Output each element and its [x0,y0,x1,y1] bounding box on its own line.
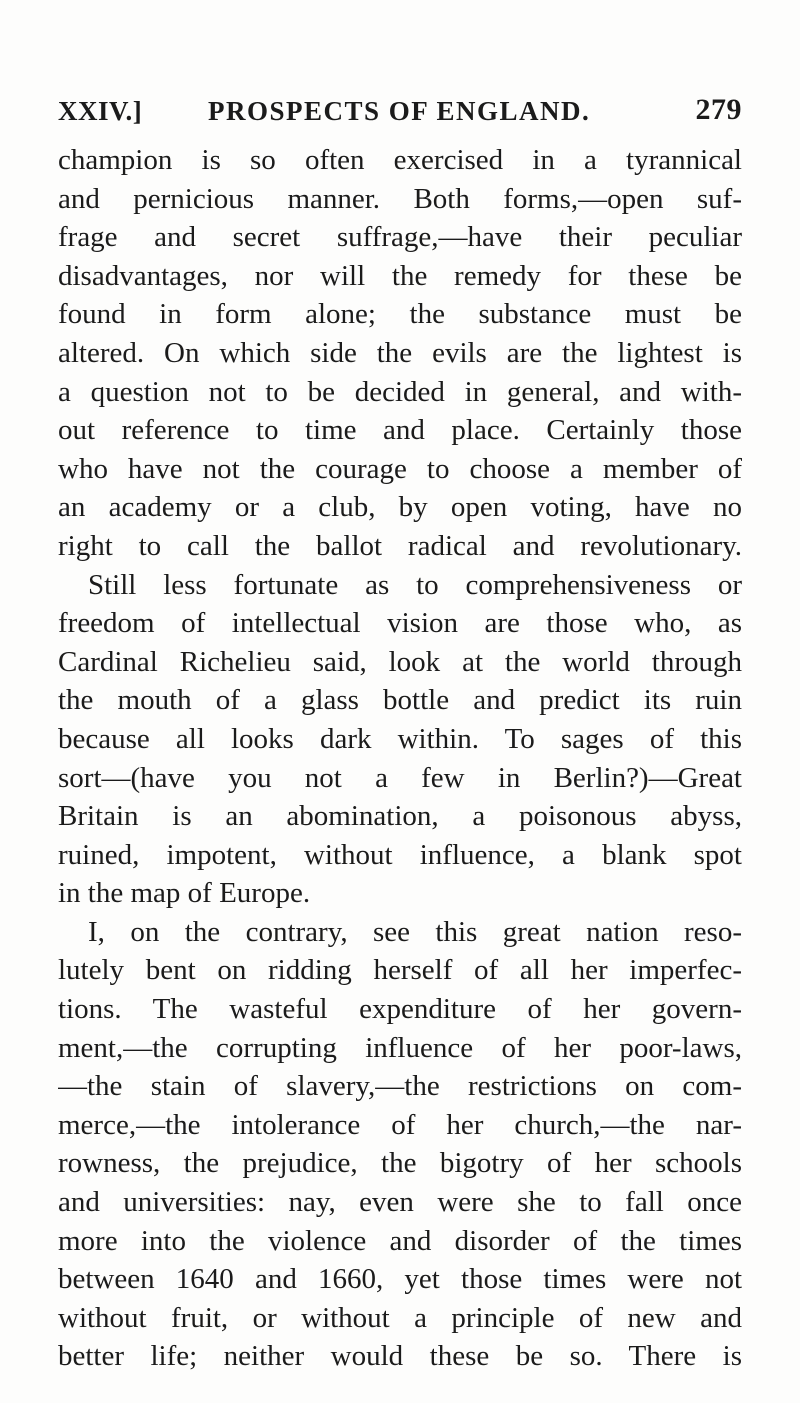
text-line: disadvantages, nor will the remedy for these be [58,259,742,292]
text-line: between 1640 and 1660, yet those times were not [58,1263,742,1296]
text-line: —the stain of slavery,—the restrictions on com- [58,1070,742,1103]
text-line: more into the violence and disorder of the times [58,1224,742,1257]
text-line: and universities: nay, even were she to fall once [58,1186,742,1219]
body-text [58,141,742,1376]
text-line: because all looks dark within. To sages of this [58,722,742,755]
text-line: without fruit, or without a principle of new and [58,1301,742,1334]
text-line: merce,—the intolerance of her church,—the nar- [58,1108,742,1141]
text-line: Cardinal Richelieu said, look at the world through [58,645,742,678]
paragraph-start-line: Still less fortunate as to comprehensiveness or [88,568,742,601]
text-line: out reference to time and place. Certainly those [58,414,742,447]
paragraph-start-line: I, on the contrary, see this great nation reso- [88,915,742,948]
text-line: a question not to be decided in general, and with- [58,375,742,408]
text-line: Britain is an abomination, a poisonous abyss, [58,800,742,833]
text-line: sort—(have you not a few in Berlin?)—Great [58,761,742,794]
text-line: champion is so often exercised in a tyrannical [58,144,742,176]
text-line: rowness, the prejudice, the bigotry of her schools [58,1147,742,1180]
text-line: ment,—the corrupting influence of her poor-laws, [58,1031,742,1064]
text-line: an academy or a club, by open voting, have no [58,491,742,524]
text-line: found in form alone; the substance must be [58,298,742,331]
text-line: frage and secret suffrage,—have their peculiar [58,221,742,254]
text-line: right to call the ballot radical and revolutionary. [58,529,742,562]
text-line: who have not the courage to choose a member of [58,452,742,485]
text-line: better life; neither would these be so. There is [58,1340,742,1373]
paragraph-end-line: in the map of Europe. [58,877,311,910]
text-line: altered. On which side the evils are the lightest is [58,336,742,369]
chapter-marker: XXIV.] [58,96,143,126]
text-line: lutely bent on ridding herself of all her imperfec- [58,954,742,987]
text-line: the mouth of a glass bottle and predict its ruin [58,684,742,717]
text-line: ruined, impotent, without influence, a blank spot [58,838,742,871]
running-title: PROSPECTS OF ENGLAND. [208,96,591,126]
text-line: freedom of intellectual vision are those who, as [58,607,742,640]
text-line: and pernicious manner. Both forms,—open suf- [58,182,742,215]
text-line: tions. The wasteful expenditure of her govern- [58,993,742,1026]
running-head [58,93,742,130]
page-number: 279 [695,93,742,126]
